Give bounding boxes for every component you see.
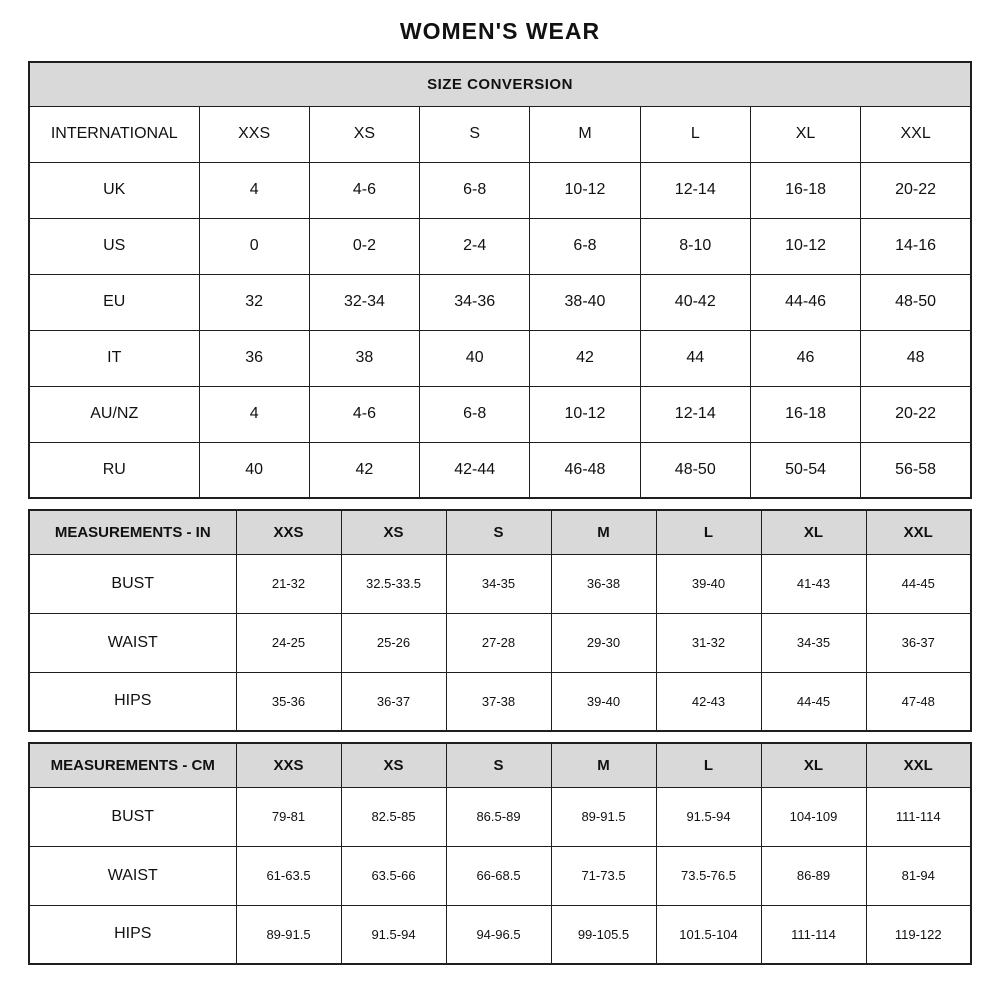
measurements-cm-cell: 63.5-66 — [341, 846, 446, 905]
measurements-in-cell: 31-32 — [656, 613, 761, 672]
measurements-in-cell: 44-45 — [761, 672, 866, 731]
size-conversion-cell: M — [530, 106, 640, 162]
size-conversion-cell: 50-54 — [750, 442, 860, 498]
measurements-cm-cell: 119-122 — [866, 905, 971, 964]
size-conversion-cell: 46-48 — [530, 442, 640, 498]
measurements-in-cell: 34-35 — [761, 613, 866, 672]
measurements-in-cell: 27-28 — [446, 613, 551, 672]
size-conversion-row-label: RU — [29, 442, 199, 498]
measurements-cm-cell: 66-68.5 — [446, 846, 551, 905]
measurements-in-cell: 44-45 — [866, 554, 971, 613]
measurements-cm-cell: 111-114 — [761, 905, 866, 964]
measurements-in-header-cell: XL — [761, 510, 866, 554]
size-conversion-cell: 0-2 — [309, 218, 419, 274]
measurements-cm-row — [29, 846, 971, 905]
size-conversion-table — [28, 61, 972, 499]
size-conversion-cell: 4-6 — [309, 386, 419, 442]
measurements-in-header-cell: S — [446, 510, 551, 554]
size-conversion-cell: 6-8 — [420, 162, 530, 218]
size-conversion-cell: 32 — [199, 274, 309, 330]
measurements-in-header-cell: XXL — [866, 510, 971, 554]
measurements-cm-cell: 91.5-94 — [341, 905, 446, 964]
size-conversion-cell: 44 — [640, 330, 750, 386]
measurements-cm-cell: 94-96.5 — [446, 905, 551, 964]
size-conversion-cell: 20-22 — [861, 386, 971, 442]
size-conversion-cell: 42 — [309, 442, 419, 498]
measurements-in-cell: 36-37 — [866, 613, 971, 672]
size-conversion-cell: 40 — [199, 442, 309, 498]
measurements-cm-header-cell: S — [446, 743, 551, 787]
measurements-in-cell: 25-26 — [341, 613, 446, 672]
measurements-in-header-label: MEASUREMENTS - IN — [29, 510, 236, 554]
size-conversion-cell: 40 — [420, 330, 530, 386]
measurements-in-header-cell: M — [551, 510, 656, 554]
size-conversion-cell: 16-18 — [750, 386, 860, 442]
measurements-in-row — [29, 672, 971, 731]
size-conversion-cell: 8-10 — [640, 218, 750, 274]
size-conversion-cell: 36 — [199, 330, 309, 386]
measurements-cm-cell: 99-105.5 — [551, 905, 656, 964]
size-conversion-cell: XL — [750, 106, 860, 162]
measurements-cm-header-label: MEASUREMENTS - CM — [29, 743, 236, 787]
size-conversion-cell: S — [420, 106, 530, 162]
size-conversion-cell: 10-12 — [750, 218, 860, 274]
measurements-cm-cell: 61-63.5 — [236, 846, 341, 905]
size-conversion-cell: 6-8 — [530, 218, 640, 274]
measurements-in-header-cell: XS — [341, 510, 446, 554]
measurements-cm-header-cell: XXL — [866, 743, 971, 787]
measurements-cm-header-cell: M — [551, 743, 656, 787]
measurements-in-row-label: HIPS — [29, 672, 236, 731]
size-conversion-cell: 42 — [530, 330, 640, 386]
measurements-in-cell: 42-43 — [656, 672, 761, 731]
measurements-in-header-cell: L — [656, 510, 761, 554]
size-conversion-row-label: AU/NZ — [29, 386, 199, 442]
size-conversion-cell: 20-22 — [861, 162, 971, 218]
measurements-cm-header-row — [29, 743, 971, 787]
measurements-in-row — [29, 613, 971, 672]
measurements-in-row-label: WAIST — [29, 613, 236, 672]
measurements-cm-cell: 89-91.5 — [236, 905, 341, 964]
tables-container — [28, 61, 972, 965]
size-conversion-cell: 6-8 — [420, 386, 530, 442]
measurements-cm-cell: 79-81 — [236, 787, 341, 846]
measurements-in-cell: 41-43 — [761, 554, 866, 613]
measurements-cm-row-label: WAIST — [29, 846, 236, 905]
measurements-in-header-cell: XXS — [236, 510, 341, 554]
size-conversion-cell: 4-6 — [309, 162, 419, 218]
size-conversion-row-label: IT — [29, 330, 199, 386]
measurements-in-cell: 32.5-33.5 — [341, 554, 446, 613]
measurements-cm-row-label: BUST — [29, 787, 236, 846]
measurements-cm-cell: 89-91.5 — [551, 787, 656, 846]
size-conversion-cell: 12-14 — [640, 162, 750, 218]
measurements-cm-cell: 91.5-94 — [656, 787, 761, 846]
measurements-in-cell: 34-35 — [446, 554, 551, 613]
size-conversion-cell: 34-36 — [420, 274, 530, 330]
measurements-in-cell: 36-38 — [551, 554, 656, 613]
measurements-cm-cell: 81-94 — [866, 846, 971, 905]
size-conversion-cell: 14-16 — [861, 218, 971, 274]
size-conversion-cell: 40-42 — [640, 274, 750, 330]
measurements-cm-row — [29, 905, 971, 964]
measurements-in-header-row — [29, 510, 971, 554]
measurements-in-cell: 47-48 — [866, 672, 971, 731]
size-conversion-cell: 44-46 — [750, 274, 860, 330]
size-conversion-row — [29, 106, 971, 162]
measurements-cm-header-cell: XL — [761, 743, 866, 787]
measurements-cm-cell: 86.5-89 — [446, 787, 551, 846]
measurements-cm-cell: 82.5-85 — [341, 787, 446, 846]
size-conversion-cell: XXS — [199, 106, 309, 162]
size-conversion-cell: 32-34 — [309, 274, 419, 330]
measurements-cm-cell: 101.5-104 — [656, 905, 761, 964]
size-conversion-row — [29, 386, 971, 442]
measurements-in-cell: 39-40 — [551, 672, 656, 731]
size-conversion-cell: L — [640, 106, 750, 162]
measurements-in-row — [29, 554, 971, 613]
measurements-cm-header-cell: XXS — [236, 743, 341, 787]
measurements-in-cell: 37-38 — [446, 672, 551, 731]
size-conversion-cell: 46 — [750, 330, 860, 386]
measurements-cm-table — [28, 742, 972, 965]
size-conversion-cell: XXL — [861, 106, 971, 162]
size-conversion-row — [29, 162, 971, 218]
size-conversion-cell: 38-40 — [530, 274, 640, 330]
measurements-cm-row — [29, 787, 971, 846]
size-conversion-cell: 48-50 — [640, 442, 750, 498]
measurements-cm-row-label: HIPS — [29, 905, 236, 964]
size-conversion-cell: 4 — [199, 386, 309, 442]
measurements-in-row-label: BUST — [29, 554, 236, 613]
size-conversion-cell: 48 — [861, 330, 971, 386]
size-conversion-cell: 48-50 — [861, 274, 971, 330]
measurements-cm-cell: 111-114 — [866, 787, 971, 846]
size-conversion-cell: 10-12 — [530, 162, 640, 218]
size-conversion-title: SIZE CONVERSION — [29, 62, 971, 106]
size-conversion-cell: 12-14 — [640, 386, 750, 442]
size-conversion-row — [29, 330, 971, 386]
measurements-cm-cell: 71-73.5 — [551, 846, 656, 905]
size-conversion-row-label: US — [29, 218, 199, 274]
size-conversion-title-row — [29, 62, 971, 106]
size-conversion-cell: 2-4 — [420, 218, 530, 274]
measurements-cm-cell: 86-89 — [761, 846, 866, 905]
size-conversion-cell: 42-44 — [420, 442, 530, 498]
measurements-in-cell: 39-40 — [656, 554, 761, 613]
measurements-in-cell: 24-25 — [236, 613, 341, 672]
page-title: WOMEN'S WEAR — [399, 18, 601, 44]
measurements-cm-cell: 104-109 — [761, 787, 866, 846]
size-conversion-row-label: UK — [29, 162, 199, 218]
size-conversion-row — [29, 274, 971, 330]
measurements-cm-header-cell: XS — [341, 743, 446, 787]
measurements-in-cell: 29-30 — [551, 613, 656, 672]
size-conversion-cell: 0 — [199, 218, 309, 274]
measurements-cm-cell: 73.5-76.5 — [656, 846, 761, 905]
measurements-cm-header-cell: L — [656, 743, 761, 787]
size-conversion-row — [29, 442, 971, 498]
size-conversion-cell: 10-12 — [530, 386, 640, 442]
measurements-in-cell: 35-36 — [236, 672, 341, 731]
measurements-in-cell: 36-37 — [341, 672, 446, 731]
size-conversion-cell: 56-58 — [861, 442, 971, 498]
size-conversion-cell: 4 — [199, 162, 309, 218]
size-conversion-cell: 38 — [309, 330, 419, 386]
size-conversion-row-label: INTERNATIONAL — [29, 106, 199, 162]
size-conversion-row-label: EU — [29, 274, 199, 330]
measurements-in-cell: 21-32 — [236, 554, 341, 613]
size-conversion-cell: XS — [309, 106, 419, 162]
measurements-in-table — [28, 509, 972, 732]
size-conversion-cell: 16-18 — [750, 162, 860, 218]
size-conversion-row — [29, 218, 971, 274]
